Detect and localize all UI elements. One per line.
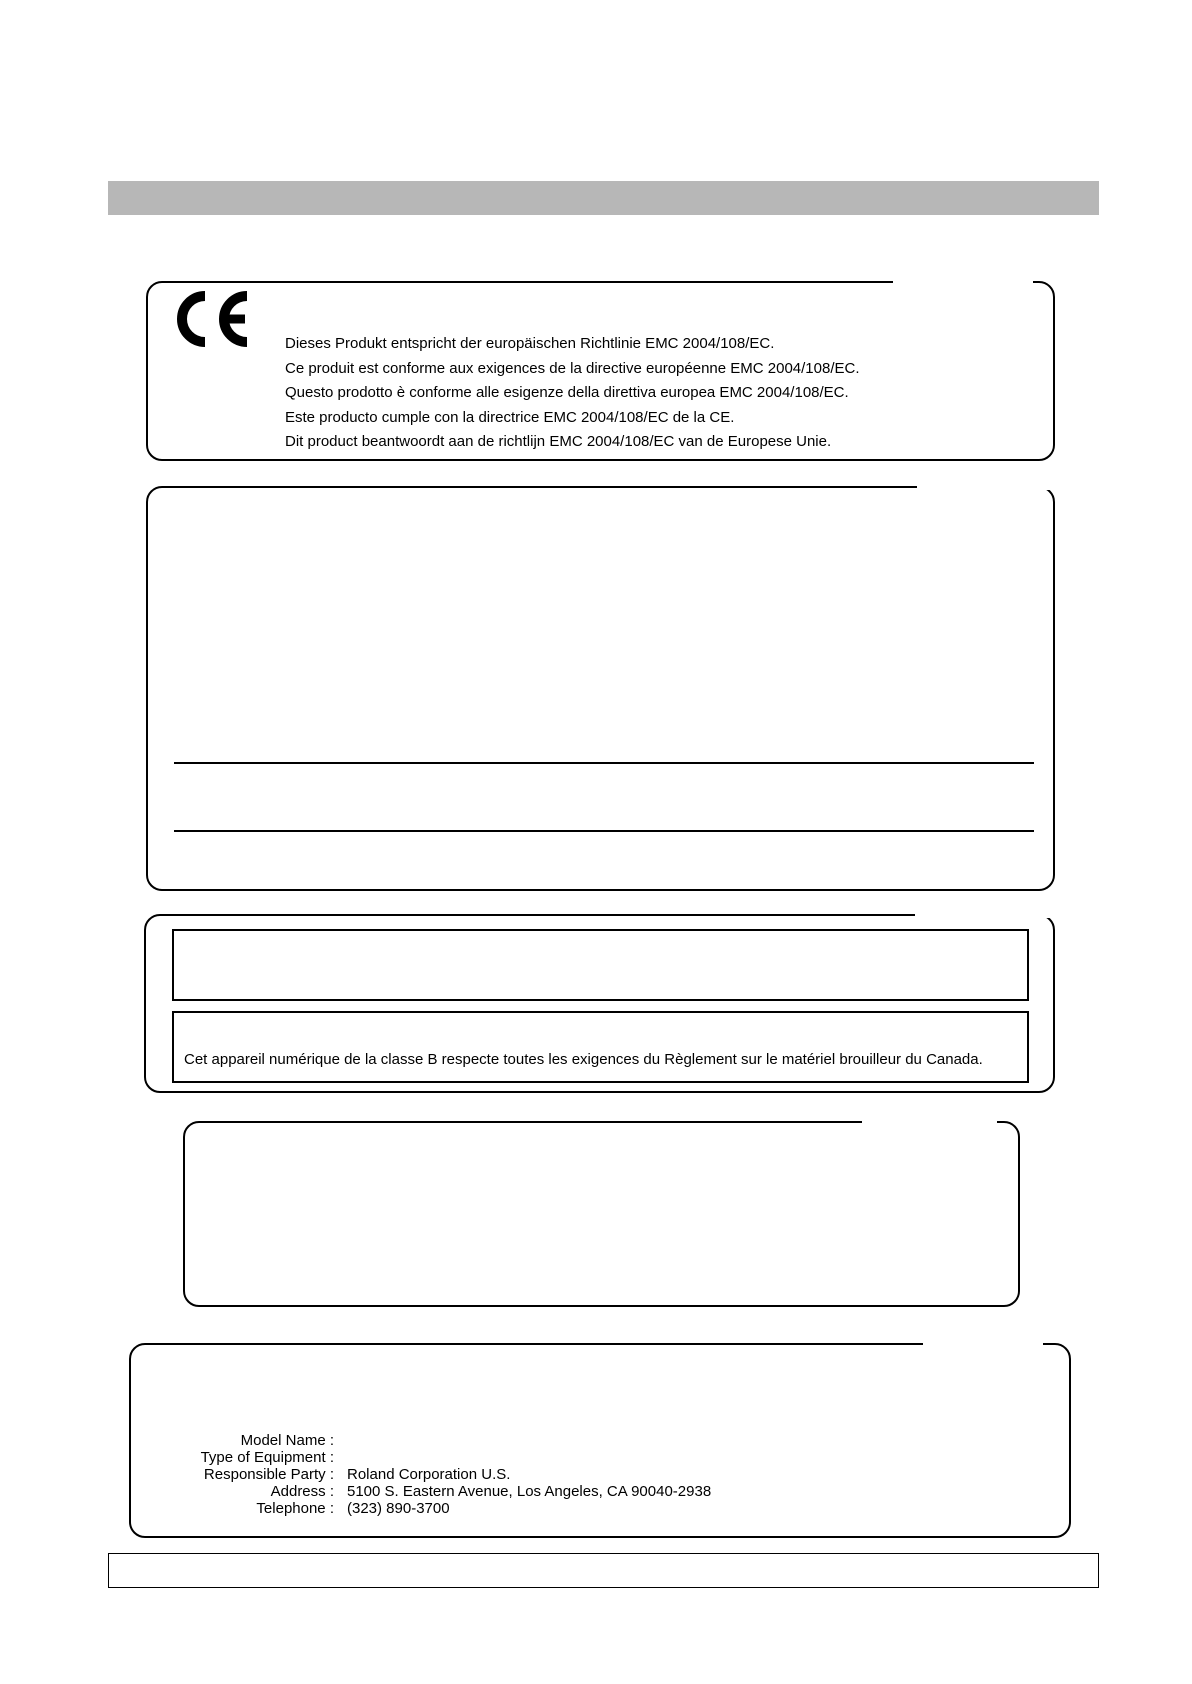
footer-box [108, 1553, 1099, 1588]
ce-statements [285, 332, 860, 455]
ce-statement-it: Questo prodotto è conforme alle esigenze della direttiva europea EMC 2004/108/EC. [285, 384, 849, 401]
ce-statement-nl: Dit product beantwoordt aan de richtlijn EMC 2004/108/EC van de Europese Unie. [285, 433, 832, 450]
ce-mark-icon [171, 288, 251, 350]
panel-title-gap [893, 279, 1033, 285]
field-value [334, 1432, 347, 1449]
field-value: (323) 890-3700 [347, 1500, 450, 1517]
field-label: Responsible Party : [203, 1466, 334, 1483]
field-label: Model Name : [240, 1432, 334, 1449]
fcc-information-panel [146, 486, 1055, 891]
declaration-fields [185, 1432, 711, 1517]
field-label: Telephone : [256, 1500, 334, 1517]
declaration-of-conformity-panel [129, 1343, 1071, 1538]
note-panel [183, 1121, 1020, 1307]
panel-title-gap [915, 912, 1053, 918]
ce-statement-fr: Ce produit est conforme aux exigences de la directive européenne EMC 2004/108/EC. [285, 359, 860, 377]
header-bar [108, 181, 1099, 215]
ce-compliance-panel [146, 281, 1055, 461]
canada-french-statement: Cet appareil numérique de la classe B respecte toutes les exigences du Règlement sur le matériel brouilleur du Canada. [184, 1051, 983, 1068]
canada-french-box [172, 1011, 1029, 1083]
canada-english-box [172, 929, 1029, 1001]
field-value [334, 1449, 347, 1466]
panel-title-gap [862, 1119, 997, 1125]
canada-notice-panel [144, 914, 1055, 1093]
divider-line [174, 830, 1034, 832]
field-value: Roland Corporation U.S. [347, 1466, 511, 1483]
ce-statement-es: Este producto cumple con la directrice EMC 2004/108/EC de la CE. [285, 408, 735, 426]
ce-statement-de: Dieses Produkt entspricht der europäischen Richtlinie EMC 2004/108/EC. [285, 335, 775, 352]
field-value: 5100 S. Eastern Avenue, Los Angeles, CA 90040-2938 [347, 1483, 712, 1500]
model-name-row [185, 1432, 711, 1449]
responsible-party-row [185, 1466, 711, 1483]
field-label: Address : [270, 1483, 334, 1500]
divider-line [174, 762, 1034, 764]
telephone-row [185, 1500, 711, 1517]
equipment-type-row [185, 1449, 711, 1466]
panel-title-gap [923, 1341, 1043, 1347]
address-row [185, 1483, 711, 1500]
panel-title-gap [917, 484, 1055, 490]
field-label: Type of Equipment : [200, 1449, 334, 1466]
